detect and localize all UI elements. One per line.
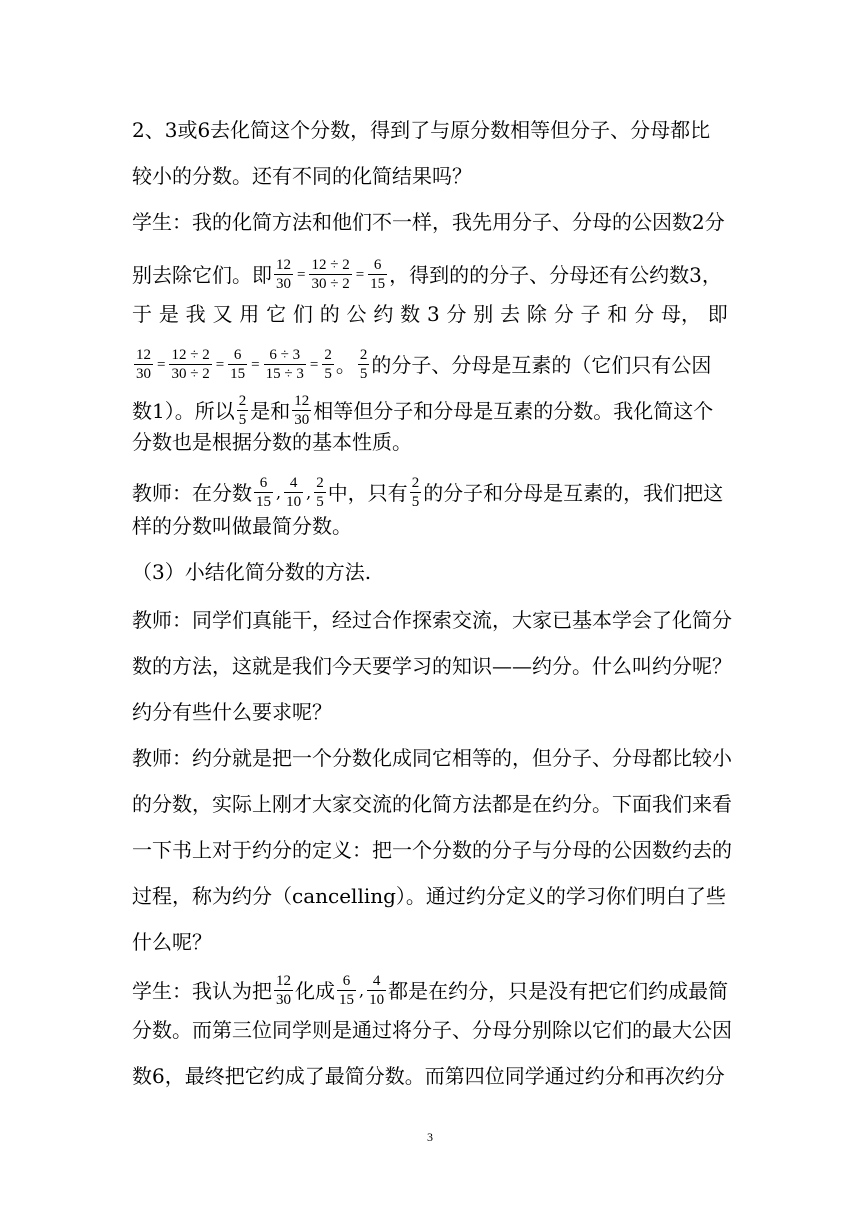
fraction: $\frac{6}{15}$ xyxy=(230,347,246,382)
fraction: $\frac{2}{5}$ xyxy=(316,475,324,510)
text-line: 分数。而第三位同学则是通过将分子、分母分别除以它们的最大公因 xyxy=(132,1018,732,1042)
text-line: 一下书上对于约分的定义：把一个分数的分子与分母的公因数约去的 xyxy=(132,838,732,862)
fraction: $\frac{4}{10}$ xyxy=(286,475,302,510)
text-line: 教师：同学们真能干，经过合作探索交流，大家已基本学会了化简分 xyxy=(132,608,732,632)
text-line: 学生：我的化简方法和他们不一样，我先用分子、分母的公因数2分 xyxy=(132,210,725,234)
text-line: 数1）。所以 $\frac{2}{5}$ 是和 $\frac{12}{30}$ 相等但分子和分母是互素的分数。我化简这个 xyxy=(132,393,714,428)
fraction: $\frac{6}{15}$ xyxy=(339,973,354,1008)
fraction: $\frac{12}{30}$ xyxy=(136,347,151,382)
equals-sign: = xyxy=(157,356,166,373)
fraction: $\frac{6 \div 3}{15 \div 3}$ xyxy=(265,347,304,382)
text-line: 于 是 我 又 用 它 们 的 公 约 数 3 分 别 去 除 分 子 和 分 母， 即 xyxy=(132,302,728,326)
fraction: $\frac{6}{15}$ xyxy=(256,475,271,510)
fraction: $\frac{2}{5}$ xyxy=(238,393,247,428)
text-line: $\frac{12}{30}$ = $\frac{12 \div 2}{30 \div 2}$ = $\frac{6}{15}$ = $\frac{6 \div 3}{15 \div 3}$ = $\frac{2}{5}$ 。 $\frac{2}{5}$ 的分子、分母是互素的（它们只有公因 xyxy=(136,347,712,382)
equals-sign: = xyxy=(251,356,260,373)
text-line: 数6，最终把它约成了最简分数。而第四位同学通过约分和再次约分 xyxy=(132,1064,725,1088)
fraction: $\frac{12}{30}$ xyxy=(276,973,291,1008)
text-line: 什么呢？ xyxy=(132,930,212,954)
fraction: $\frac{6}{15}$ xyxy=(370,257,386,292)
equals-sign: = xyxy=(309,356,319,373)
fraction: $\frac{12 \div 2}{30 \div 2}$ xyxy=(171,347,210,382)
text-line: 教师：在分数 $\frac{6}{15}$ , $\frac{4}{10}$ , $\frac{2}{5}$ 中，只有 $\frac{2}{5}$ 的分子和分母是互素的，我们把这 xyxy=(132,475,724,510)
text-line: 数的方法，这就是我们今天要学习的知识——约分。什么叫约分呢？ xyxy=(132,654,732,678)
equals-sign: = xyxy=(215,356,225,373)
equals-sign: = xyxy=(297,266,306,283)
text-line: 约分有些什么要求呢？ xyxy=(132,700,332,724)
fraction: $\frac{12}{30}$ xyxy=(276,257,291,292)
text-line: 2、3或6去化简这个分数，得到了与原分数相等但分子、分母都比 xyxy=(132,118,711,142)
text-line: 过程，称为约分（cancelling）。通过约分定义的学习你们明白了些 xyxy=(132,884,726,908)
text-line: （3）小结化简分数的方法. xyxy=(132,560,372,584)
fraction: $\frac{12 \div 2}{30 \div 2}$ xyxy=(311,257,350,292)
fraction: $\frac{12}{30}$ xyxy=(294,393,310,428)
text-line: 教师：约分就是把一个分数化成同它相等的，但分子、分母都比较小 xyxy=(132,746,732,770)
text-line: 学生：我认为把 $\frac{12}{30}$ 化成 $\frac{6}{15}$ , $\frac{4}{10}$ 都是在约分，只是没有把它们约成最简 xyxy=(132,973,729,1008)
text-line: 样的分数叫做最简分数。 xyxy=(132,514,352,538)
fraction: $\frac{2}{5}$ xyxy=(359,347,368,382)
equals-sign: = xyxy=(355,266,365,283)
fraction: $\frac{2}{5}$ xyxy=(324,347,332,382)
page-number: 3 xyxy=(427,1130,433,1144)
text-line: 的分数，实际上刚才大家交流的化简方法都是在约分。下面我们来看 xyxy=(132,792,732,816)
fraction: $\frac{2}{5}$ xyxy=(411,475,420,510)
text-line: 别去除它们。即 $\frac{12}{30}$ = $\frac{12 \div 2}{30 \div 2}$ = $\frac{6}{15}$ ，得到的的分子、分母还有公约数3， xyxy=(132,257,722,292)
text-line: 较小的分数。还有不同的化简结果吗？ xyxy=(132,164,472,188)
fraction: $\frac{4}{10}$ xyxy=(369,973,385,1008)
text-line: 分数也是根据分数的基本性质。 xyxy=(132,430,412,454)
